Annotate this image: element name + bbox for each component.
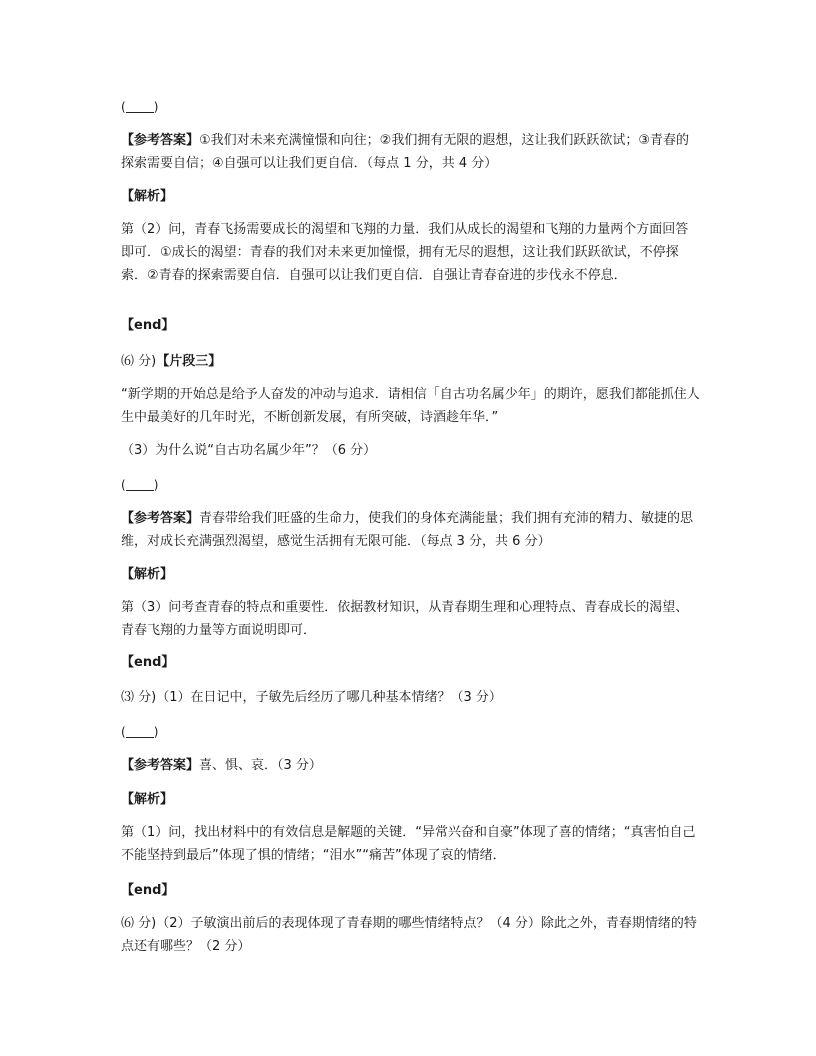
end-marker-4: 【end】 — [121, 883, 175, 898]
reference-answer-2 — [121, 129, 701, 175]
blank-open-paren: ( — [121, 478, 126, 492]
blank-open-paren: ( — [121, 100, 126, 114]
question-text: （2）子敏演出前后的表现体现了青春期的哪些情绪特点？（4 分）除此之外，青春期情绪的特点还有哪些？（2 分） — [121, 916, 697, 954]
fragment-title: 【片段三】 — [156, 354, 222, 369]
reference-answer-tag: 【参考答案】 — [121, 511, 200, 526]
blank-line — [126, 724, 154, 738]
analysis-heading-2: 【解析】 — [121, 189, 174, 204]
reference-answer-4 — [121, 754, 701, 777]
blank-close-paren: ) — [153, 725, 159, 739]
reference-answer-tag: 【参考答案】 — [121, 758, 200, 773]
analysis-text-4: 第（1）问，找出材料中的有效信息是解题的关键．“异常兴奋和自豪”体现了喜的情绪；“真害怕自己不能坚持到最后”体现了惧的情绪；“泪水”“痛苦”体现了哀的情绪． — [121, 825, 696, 863]
blank-line — [126, 477, 154, 491]
reference-answer-text: 喜、惧、哀．（3 分） — [199, 758, 322, 773]
analysis-heading-3: 【解析】 — [121, 567, 174, 582]
question-score: ⑹ 分) — [121, 916, 157, 931]
question-1 — [121, 686, 701, 709]
blank-close-paren: ) — [153, 478, 159, 492]
question-2 — [121, 912, 701, 958]
reference-answer-text: 青春带给我们旺盛的生命力，使我们的身体充满能量；我们拥有充沛的精力、敏捷的思维，对成长充满强烈渴望，感觉生活拥有无限可能．（每点 3 分，共 6 分） — [121, 511, 694, 549]
question-score: ⑹ 分) — [121, 354, 157, 369]
answer-blank-4[interactable] — [121, 721, 701, 744]
reference-answer-text: ①我们对未来充满憧憬和向往；②我们拥有无限的遐想，这让我们跃跃欲试；③青春的探索需要自信；④自强可以让我们更自信．（每点 1 分，共 4 分） — [121, 133, 689, 171]
analysis-text-3: 第（3）问考查青春的特点和重要性．依据教材知识，从青春期生理和心理特点、青春成长的渴望、青春飞翔的力量等方面说明即可． — [121, 600, 689, 638]
question-heading-fragment-3 — [121, 350, 701, 373]
reference-answer-tag: 【参考答案】 — [121, 133, 200, 148]
answer-blank-3[interactable] — [121, 474, 701, 497]
blank-line — [126, 99, 154, 113]
end-marker-3: 【end】 — [121, 655, 175, 670]
reference-answer-3 — [121, 507, 701, 553]
question-text: （1）在日记中，子敏先后经历了哪几种基本情绪？（3 分） — [156, 690, 502, 705]
answer-blank-1[interactable] — [121, 96, 701, 119]
end-marker-2: 【end】 — [121, 318, 175, 333]
blank-close-paren: ) — [153, 100, 159, 114]
analysis-heading-4: 【解析】 — [121, 792, 174, 807]
analysis-text-2: 第（2）问，青春飞扬需要成长的渴望和飞翔的力量．我们从成长的渴望和飞翔的力量两个方面回答即可．①成长的渴望：青春的我们对未来更加憧憬，拥有无尽的遐想，这让我们跃跃欲试，不停探索．②青春的探索需要自信．自强可以让我们更自信．自强让青春奋进的步伐永不停息． — [121, 222, 689, 283]
blank-open-paren: ( — [121, 725, 126, 739]
question-score: ⑶ 分) — [121, 690, 157, 705]
fragment-quote: “新学期的开始总是给予人奋发的冲动与追求．请相信「自古功名属少年」的期许，愿我们都能抓住人生中最美好的几年时光，不断创新发展，有所突破，诗酒趁年华．” — [121, 387, 700, 425]
question-3: （3）为什么说“自古功名属少年”？（6 分） — [121, 443, 377, 458]
